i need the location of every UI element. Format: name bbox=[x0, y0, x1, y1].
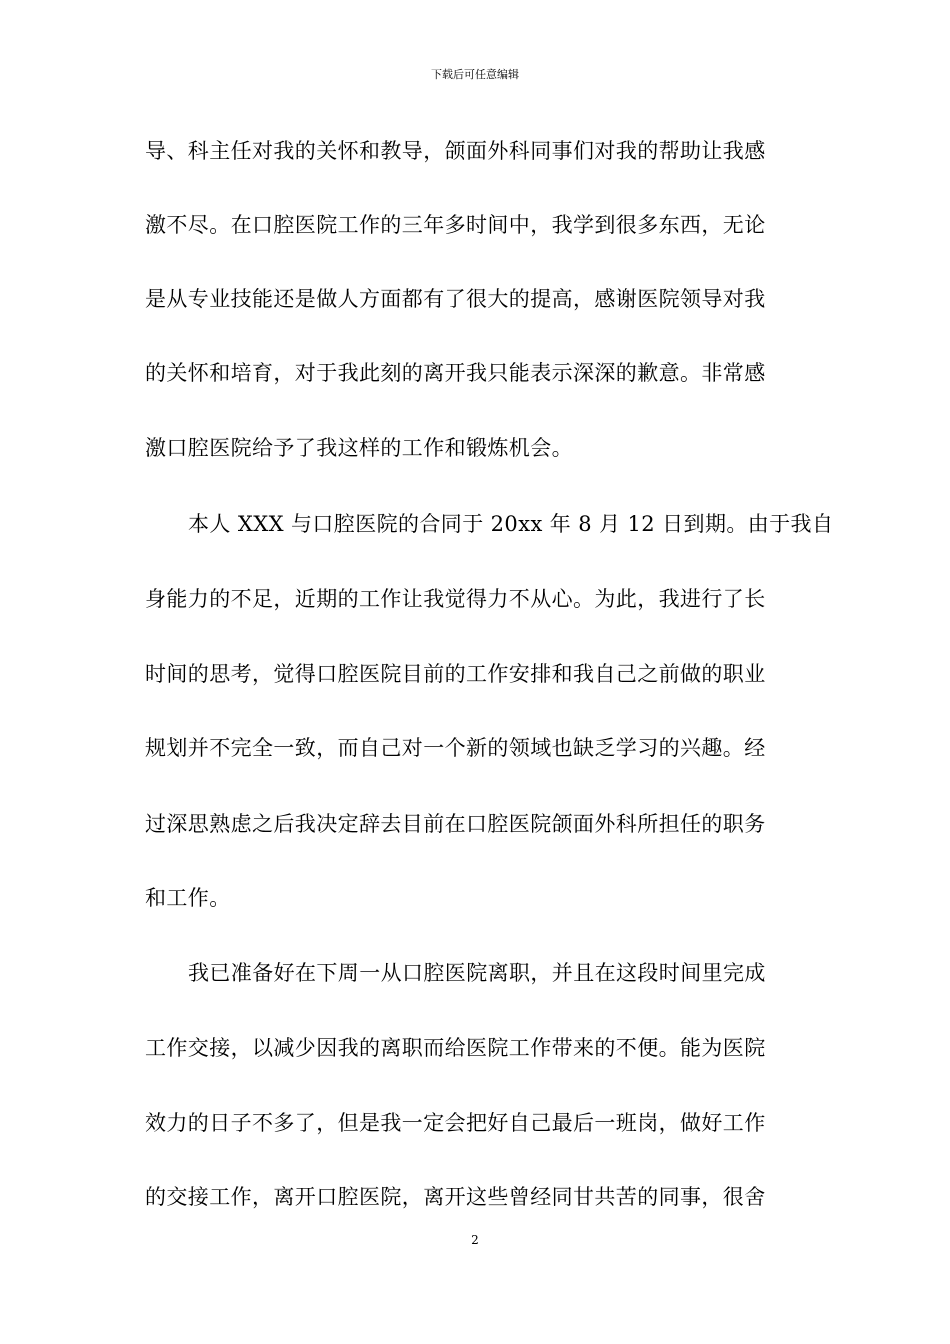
body-text-line: 规划并不完全一致，而自己对一个新的领域也缺乏学习的兴趣。经 bbox=[145, 736, 766, 760]
page-number: 2 bbox=[471, 1233, 479, 1247]
body-text-line: 效力的日子不多了，但是我一定会把好自己最后一班岗，做好工作 bbox=[145, 1111, 766, 1135]
body-text-line: 和工作。 bbox=[145, 886, 231, 910]
body-text-line: 身能力的不足，近期的工作让我觉得力不从心。为此，我进行了长 bbox=[145, 587, 766, 611]
body-text-line: 导、科主任对我的关怀和教导，颌面外科同事们对我的帮助让我感 bbox=[145, 139, 766, 163]
body-text-line: 时间的思考，觉得口腔医院目前的工作安排和我自己之前做的职业 bbox=[145, 662, 766, 686]
body-text-line: 是从专业技能还是做人方面都有了很大的提高，感谢医院领导对我 bbox=[145, 287, 766, 311]
body-text-line: 激口腔医院给予了我这样的工作和锻炼机会。 bbox=[145, 436, 573, 460]
body-text-line: 激不尽。在口腔医院工作的三年多时间中，我学到很多东西，无论 bbox=[145, 213, 766, 237]
body-text-line: 的关怀和培育，对于我此刻的离开我只能表示深深的歉意。非常感 bbox=[145, 361, 766, 385]
body-text-line: 我已准备好在下周一从口腔医院离职，并且在这段时间里完成 bbox=[188, 961, 766, 985]
page-header: 下载后可任意编辑 bbox=[431, 68, 519, 81]
body-text-line: 本人 XXX 与口腔医院的合同于 20xx 年 8 月 12 日到期。由于我自 bbox=[188, 512, 834, 536]
body-text-line: 过深思熟虑之后我决定辞去目前在口腔医院颌面外科所担任的职务 bbox=[145, 812, 766, 836]
body-text-line: 工作交接，以减少因我的离职而给医院工作带来的不便。能为医院 bbox=[145, 1036, 766, 1060]
body-text-line: 的交接工作，离开口腔医院，离开这些曾经同甘共苦的同事，很舍 bbox=[145, 1185, 766, 1209]
